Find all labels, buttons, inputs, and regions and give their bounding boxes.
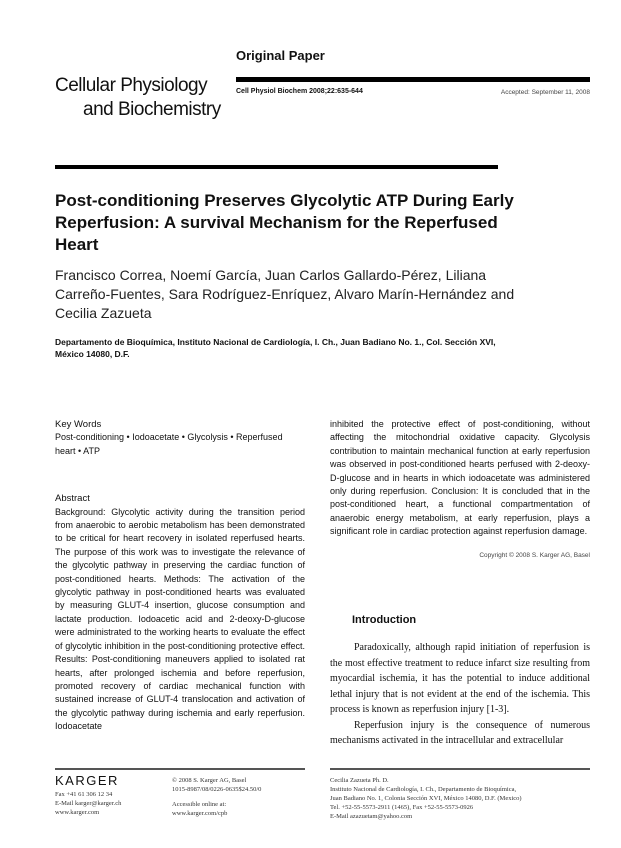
intro-paragraph: Reperfusion injury is the consequence of numerous mechanisms activated in the intracellular and extracellular — [330, 719, 590, 746]
publisher-contact — [55, 790, 121, 817]
footer-rule-right — [330, 768, 590, 770]
corr-phone: Tel. +52-55-5573-2911 (1465), Fax +52-55-5573-0926 — [330, 804, 474, 811]
right-column — [330, 418, 590, 562]
abstract-heading: Abstract — [55, 493, 90, 505]
access-url[interactable]: www.karger.com/cpb — [172, 810, 228, 817]
corr-address: Juan Badiano No. 1, Colonia Sección XVI, México 14080, D.F. (Mexico) — [330, 795, 522, 802]
email-link[interactable]: E-Mail karger@karger.ch — [55, 800, 122, 807]
fax: Fax +41 61 306 12 34 — [55, 791, 113, 798]
authors: Francisco Correa, Noemí García, Juan Carlos Gallardo-Pérez, Liliana Carreño-Fuentes, Sara Rodríguez-Enríquez, Alvaro Marín-Hernández and Cecilia Zazueta — [55, 267, 515, 321]
affiliation: Departamento de Bioquímica, Instituto Nacional de Cardiología, I. Ch., Juan Badiano No. 1., Col. Sección XVI, México 14080, D.F. — [55, 337, 496, 359]
footer-rule-left — [55, 768, 305, 770]
introduction-text — [330, 640, 590, 749]
accepted-date: Accepted: September 11, 2008 — [500, 89, 590, 96]
corr-name: Cecilia Zazueta Ph. D. — [330, 777, 389, 784]
footer-copyright: © 2008 S. Karger AG, Basel — [172, 777, 247, 784]
article-type: Original Paper — [236, 48, 325, 63]
introduction-heading: Introduction — [352, 614, 417, 626]
journal-logo — [55, 74, 221, 122]
abstract-text-left: Background: Glycolytic activity during the transition period from anaerobic to aerobic metabolism has been demonstrated to be critical for heart recovery in isolated reperfused hearts. The purpose of this work was to investigate the relevance of the glycolytic pathway in preserving the cardiac function of post-conditioned hearts. Methods: The activation of the glycolytic pathway in post-conditioned hearts was evaluated by measuring GLUT-4 insertion, glucose consumption and lactate production. Iodoacetic acid and 2-deoxy-D-glucose were administrated to the working hearts to evaluate the effect of glycolytic inhibition in the post-conditioning protective effect. Results: Post-conditioning maneuvers applied to isolated rat hearts, after prolonged ischemia and before reperfusion, promoted recovery of cardiac mechanical function with sustained increase of GLUT-4 translocation and activation of the glycolytic pathway during ischemia and early reperfusion. Iodoacetate — [55, 506, 305, 732]
copyright: Copyright © 2008 S. Karger AG, Basel — [479, 551, 590, 559]
publication-info — [172, 776, 261, 818]
issn: 1015-8987/08/0226-0635$24.50/0 — [172, 786, 262, 793]
title-rule — [55, 165, 498, 169]
journal-name-line2: and Biochemistry — [83, 99, 221, 120]
web-link[interactable]: www.karger.com — [55, 809, 100, 816]
correspondence — [330, 776, 522, 821]
left-column — [55, 418, 305, 734]
journal-name-line1: Cellular Physiology — [55, 75, 208, 96]
keywords-heading: Key Words — [55, 419, 102, 430]
corr-address: Instituto Nacional de Cardiología, I. Ch., Departamento de Bioquímica, — [330, 786, 517, 793]
intro-paragraph: Paradoxically, although rapid initiation of reperfusion is the most effective treatment to reduce infarct size resulting from myocardial ischemia, it has the potential to induce additional lethal injury that is not evident at the end of the ischemia. This process is known as reperfusion injury [1-3]. — [330, 642, 590, 715]
karger-logo: KARGER — [55, 773, 119, 788]
accessible-label: Accessible online at: — [172, 801, 227, 808]
abstract-text-right: inhibited the protective effect of post-conditioning, without affecting the mitochondrial oxidative capacity. Glycolysis contribution to maintain mechanical function at early reperfusion was observed in post-conditioned hearts perfused with 2-deoxy-D-glucose and in hearts in which iodoacetate was administered only during reperfusion. Conclusion: It is concluded that in the post-conditioned heart, a functional compartmentation of anaerobic energy metabolism, at early reperfusion, plays a significant role in cardiac protection against reperfusion damage. — [330, 419, 590, 537]
citation: Cell Physiol Biochem 2008;22:635-644 — [236, 88, 363, 95]
keywords: Post-conditioning • Iodoacetate • Glycolysis • Reperfused heart • ATP — [55, 432, 283, 456]
paper-title: Post-conditioning Preserves Glycolytic ATP During Early Reperfusion: A survival Mechanism for the Reperfused Heart — [55, 191, 514, 254]
header-rule — [236, 77, 590, 82]
corr-email[interactable]: E-Mail azazuetam@yahoo.com — [330, 813, 413, 820]
